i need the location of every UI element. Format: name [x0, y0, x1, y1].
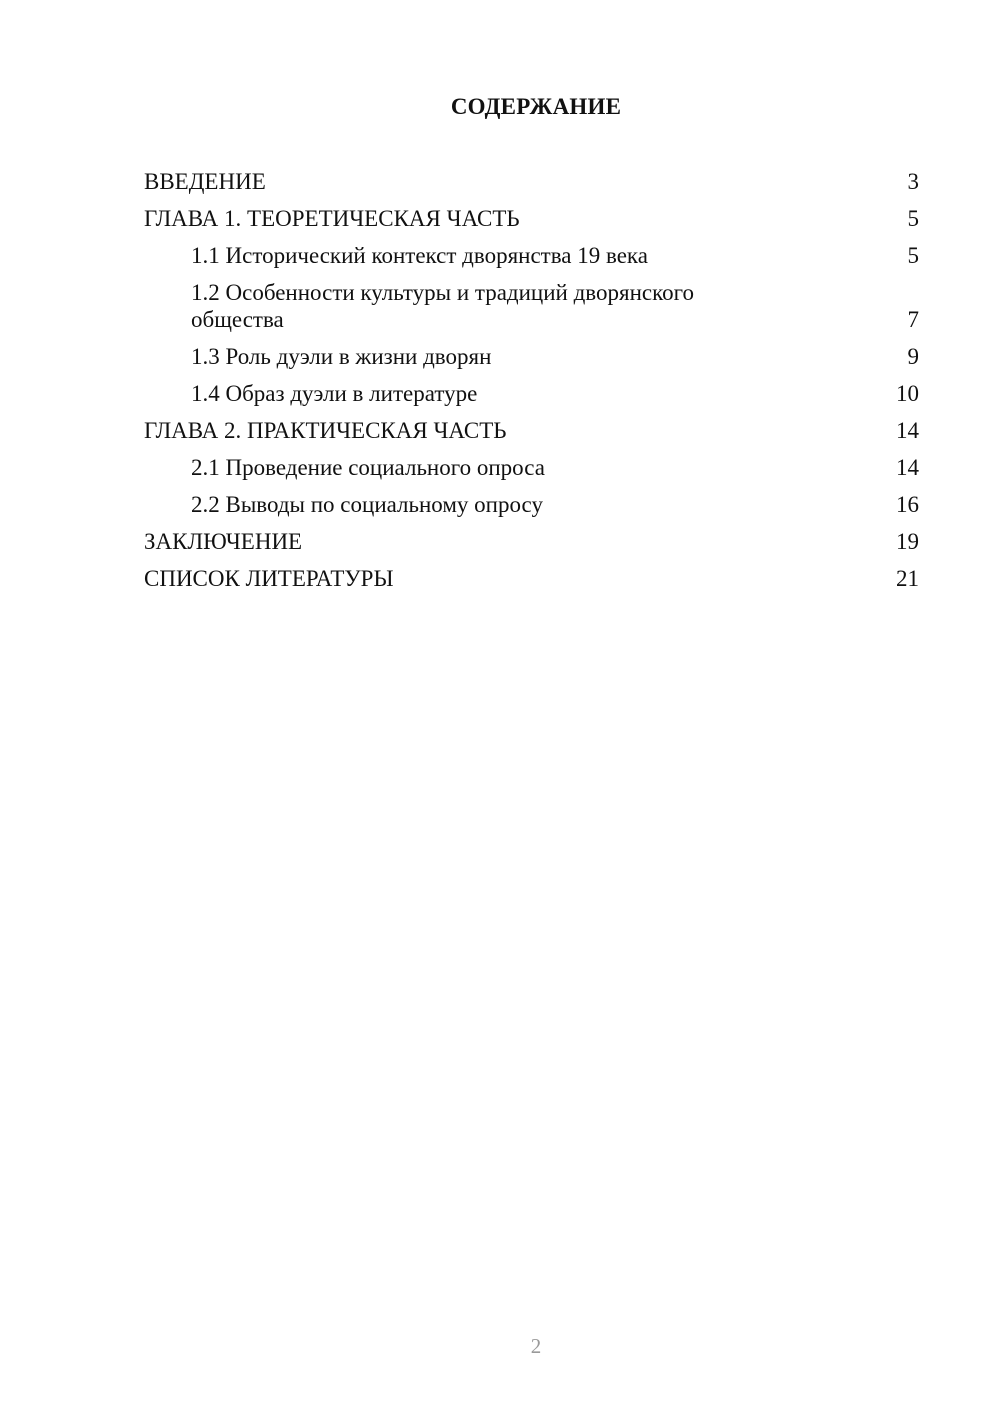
- toc-entry-section-2-2: [144, 491, 919, 518]
- toc-entry-label: ЗАКЛЮЧЕНИЕ: [144, 529, 303, 554]
- toc-entry-section-1-1: [144, 242, 919, 269]
- toc-entry-label: 1.1 Исторический контекст дворянства 19 века: [191, 243, 648, 268]
- toc-entry-page: 10: [896, 381, 919, 406]
- toc-entry-label: ГЛАВА 1. ТЕОРЕТИЧЕСКАЯ ЧАСТЬ: [144, 206, 520, 231]
- toc-entry-label: 1.3 Роль дуэли в жизни дворян: [191, 344, 492, 369]
- table-of-contents: [144, 168, 919, 602]
- page-number: 2: [530, 1334, 542, 1358]
- toc-entry-page: 5: [907, 206, 919, 231]
- toc-entry-label: ГЛАВА 2. ПРАКТИЧЕСКАЯ ЧАСТЬ: [144, 418, 507, 443]
- toc-entry-label: 2.1 Проведение социального опроса: [191, 455, 545, 480]
- toc-entry-label: ВВЕДЕНИЕ: [144, 169, 266, 194]
- toc-entry-page: 3: [907, 169, 919, 194]
- toc-entry-page: 16: [896, 492, 919, 517]
- toc-entry-label: 1.2 Особенности культуры и традиций дворянского общества: [191, 280, 694, 332]
- toc-entry-label: 2.2 Выводы по социальному опросу: [191, 492, 543, 517]
- toc-entry-section-2-1: [144, 454, 919, 481]
- toc-entry-introduction: [144, 168, 919, 195]
- toc-entry-page: 14: [896, 418, 919, 443]
- toc-entry-bibliography: [144, 565, 919, 592]
- toc-entry-page: 14: [896, 455, 919, 480]
- toc-entry-page: 7: [907, 307, 919, 332]
- toc-entry-page: 5: [907, 243, 919, 268]
- toc-entry-section-1-3: [144, 343, 919, 370]
- toc-entry-conclusion: [144, 528, 919, 555]
- toc-entry-chapter-1: [144, 205, 919, 232]
- toc-entry-page: 9: [907, 344, 919, 369]
- toc-title: СОДЕРЖАНИЕ: [450, 94, 622, 119]
- toc-entry-label: СПИСОК ЛИТЕРАТУРЫ: [144, 566, 394, 591]
- toc-entry-page: 19: [896, 529, 919, 554]
- toc-entry-section-1-4: [144, 380, 919, 407]
- toc-entry-chapter-2: [144, 417, 919, 444]
- toc-entry-page: 21: [896, 566, 919, 591]
- toc-entry-section-1-2: [144, 279, 919, 333]
- toc-entry-label: 1.4 Образ дуэли в литературе: [191, 381, 478, 406]
